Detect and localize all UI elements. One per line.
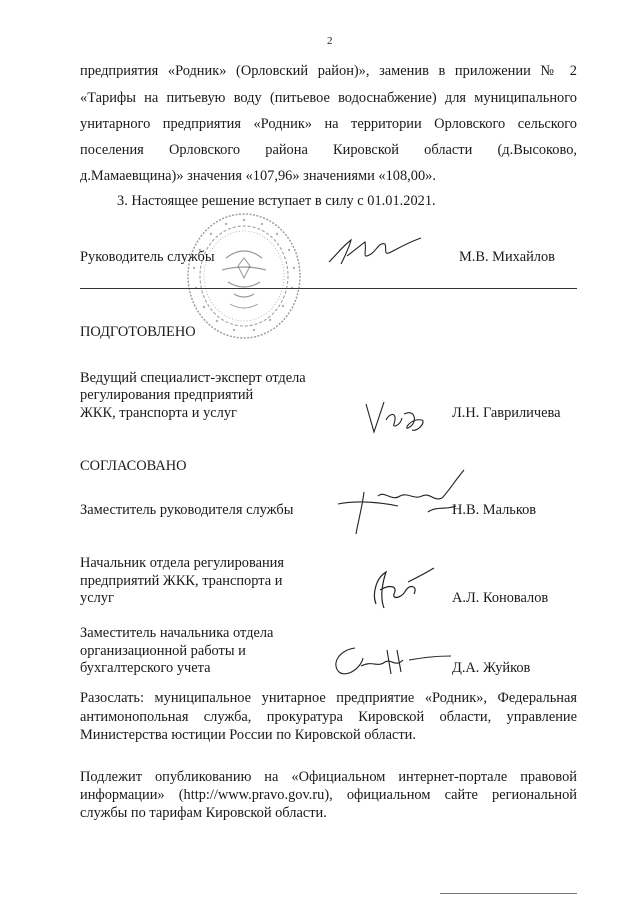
publication-line: службы по тарифам Кировской области.	[80, 805, 327, 821]
footer-line	[440, 893, 577, 894]
separator-line	[80, 288, 577, 289]
continuation-line: предприятия «Родник» (Орловский район)», заменив в приложении № 2	[80, 63, 577, 79]
head-role: Руководитель службы	[80, 249, 215, 265]
signature-icon	[325, 232, 425, 270]
signature-icon	[362, 564, 442, 612]
distribution-line: Министерства юстиции России по Кировской области.	[80, 727, 416, 743]
distribution-line: Разослать: муниципальное унитарное предприятие «Родник», Федеральная	[80, 690, 577, 706]
signature-icon	[318, 462, 468, 542]
signer-position-line: Заместитель руководителя службы	[80, 502, 294, 518]
prepared-name: Л.Н. Гавриличева	[452, 405, 561, 421]
signer-position-line: предприятий ЖКК, транспорта и	[80, 573, 283, 589]
clause-3: 3. Настоящее решение вступает в силу с 01.01.2021.	[117, 193, 436, 209]
head-name: М.В. Михайлов	[459, 249, 555, 265]
signer-name: А.Л. Коновалов	[452, 590, 549, 606]
continuation-line: «Тарифы на питьевую воду (питьевое водоснабжение) для муниципального	[80, 90, 577, 106]
prepared-position-line: ЖКК, транспорта и услуг	[80, 405, 237, 421]
official-seal-icon	[182, 208, 307, 343]
signer-position-line: организационной работы и	[80, 643, 246, 659]
signer-position-line: бухгалтерского учета	[80, 660, 211, 676]
publication-line: Подлежит опубликованию на «Официальном интернет-портале правовой	[80, 769, 577, 785]
continuation-line: унитарного предприятия «Родник» на территории Орловского сельского	[80, 116, 577, 132]
page-number: 2	[327, 35, 333, 47]
distribution-line: антимонопольная служба, прокуратура Кировской области, управление	[80, 709, 577, 725]
signature-icon	[325, 638, 455, 682]
signer-position-line: услуг	[80, 590, 114, 606]
publication-line: информации» (http://www.pravo.gov.ru), официальном сайте региональной	[80, 787, 577, 803]
signer-position-line: Начальник отдела регулирования	[80, 555, 285, 571]
continuation-line: поселения Орловского района Кировской области (д.Высоково,	[80, 142, 577, 158]
signature-icon	[360, 398, 440, 438]
signer-position-line: Заместитель начальника отдела	[80, 625, 274, 641]
prepared-position-line: Ведущий специалист-эксперт отдела	[80, 370, 306, 386]
prepared-heading: ПОДГОТОВЛЕНО	[80, 324, 196, 340]
continuation-line: д.Мамаевщина)» значения «107,96» значениями «108,00».	[80, 168, 436, 184]
prepared-position-line: регулирования предприятий	[80, 387, 254, 403]
agreed-heading: СОГЛАСОВАНО	[80, 458, 187, 474]
signer-name: Д.А. Жуйков	[452, 660, 531, 676]
signer-name: Н.В. Мальков	[452, 502, 537, 518]
